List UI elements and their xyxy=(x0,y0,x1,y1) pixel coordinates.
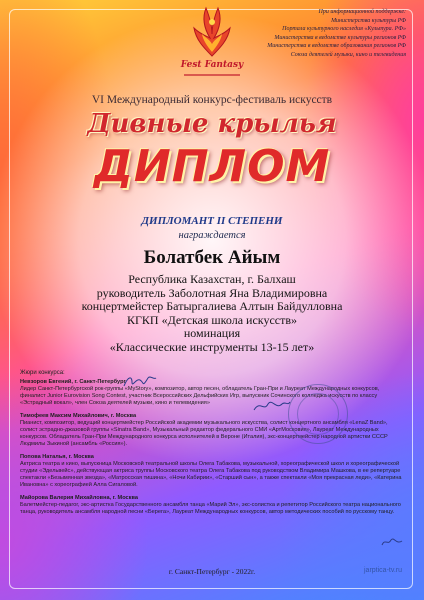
detail-location: Республика Казахстан, г. Балхаш xyxy=(128,272,296,286)
juror-entry xyxy=(20,379,404,407)
logo-text: Fest Fantasy xyxy=(180,60,244,70)
support-line: Министерства в ведомстве культуры регионов РФ xyxy=(274,34,406,41)
jury-list xyxy=(20,379,404,522)
festival-title: VI Международный конкурс-фестиваль искусств xyxy=(91,94,333,106)
detail-school: КГКП «Детская школа искусств» xyxy=(126,312,298,327)
juror-name: Попова Наталья, г. Москва xyxy=(20,454,94,460)
signature-icon xyxy=(380,536,404,548)
juror-bio: Актриса театра и кино, выпускница Московской театральной школы Олега Табакова, музыкальной, хореографической школ и хореографической студии «Эдельвейс», действующая актриса труппы Московского театра Олега Табакова под руководством Владимира Машкова, в ее репертуаре спектакли «Безымянная звезда», «Матросская тишина», «Ночи Кабирии», «Старший сын», а также спектакли «Моя прекрасная леди», «Катерина Ивановна» с хореографией Алла Сигаловой. xyxy=(20,461,402,488)
jury-heading: Жюри конкурса: xyxy=(20,370,65,376)
juror-entry xyxy=(20,495,404,516)
support-block xyxy=(236,8,406,60)
support-line: Министерства культуры РФ xyxy=(331,17,406,24)
logo-underline xyxy=(184,74,240,76)
recipient-details xyxy=(0,273,424,355)
detail-nomination-label: номинация xyxy=(183,326,241,341)
competition-name: Дивные крылья xyxy=(87,109,337,139)
awarded-label: награждается xyxy=(178,230,246,241)
footer-city-year: г. Санкт-Петербург - 2022г. xyxy=(168,567,256,576)
juror-bio: Пианист, композитор, ведущий концертмейстер Российской академии музыкального искусства, солист концертного ансамбля «LenaZ Band», солист эстрадно-джазовой группы «Sinatra Band», Музыкальный редактор федерального СМИ «АртМосковия», Лауреат Международных конкурсов. Обладатель Гран-При Международного конкурса исполнителей в Вероне (Италия), экс-концертмейстер народной артистки СССР Людмилы Зыкиной (ансамбль «Россия»). xyxy=(20,420,388,447)
support-line: Портала культурного наследия «Культура. РФ» xyxy=(282,26,406,33)
detail-nomination: «Классические инструменты 13-15 лет» xyxy=(109,339,315,354)
footer-website-link[interactable]: jarptica-tv.ru xyxy=(364,567,402,574)
signature-icon xyxy=(252,398,292,414)
award-degree: ДИПЛОМАНТ II СТЕПЕНИ xyxy=(141,215,283,227)
detail-teacher: руководитель Заболотная Яна Владимировна xyxy=(96,285,328,300)
diploma-heading: ДИПЛОМ xyxy=(93,141,331,192)
juror-name: Невзоров Евгений, г. Санкт-Петербург xyxy=(20,379,126,385)
support-line: Союза деятелей музыки, кино и телевидения xyxy=(290,51,406,58)
support-line: При информационной поддержке: xyxy=(318,9,406,15)
juror-name: Тимофеев Максим Михайлович, г. Москва xyxy=(20,413,137,419)
signature-icon xyxy=(122,372,158,390)
detail-accompanist: концертмейстер Батыргалиева Алтын Байдулловна xyxy=(81,299,343,314)
seal-stamp-icon xyxy=(288,384,348,444)
firebird-logo-icon xyxy=(186,4,238,60)
juror-bio: Балетмейстер-педагог, экс-артистка Государственного ансамбля танца «Марий Эл», экс-солистка и репетитор Российского театра национального танца, руководитель ансамбля народной песни «Берега», Лауреат Международных конкурсов, автор методических пособий по русскому танцу. xyxy=(20,502,401,515)
juror-entry xyxy=(20,454,404,489)
juror-bio: Лидер Санкт-Петербургской рок-группы «MyStory», композитор, автор песен, обладатель Гран-При и Лауреат Международных конкурсов, финалист Junior Eurovision Song Contest, участник Всероссийских Дельфийских Игр, выпускник Сочинского колледжа искусств по классу «Эстрадный вокал», член Союза деятелей музыки, кино и телевидения» xyxy=(20,386,380,406)
support-line: Министерства в ведомстве образования регионов РФ xyxy=(267,43,406,50)
recipient-name: Болатбек Айым xyxy=(143,247,281,268)
juror-name: Майорова Валерия Михайловна, г. Москва xyxy=(20,495,138,501)
